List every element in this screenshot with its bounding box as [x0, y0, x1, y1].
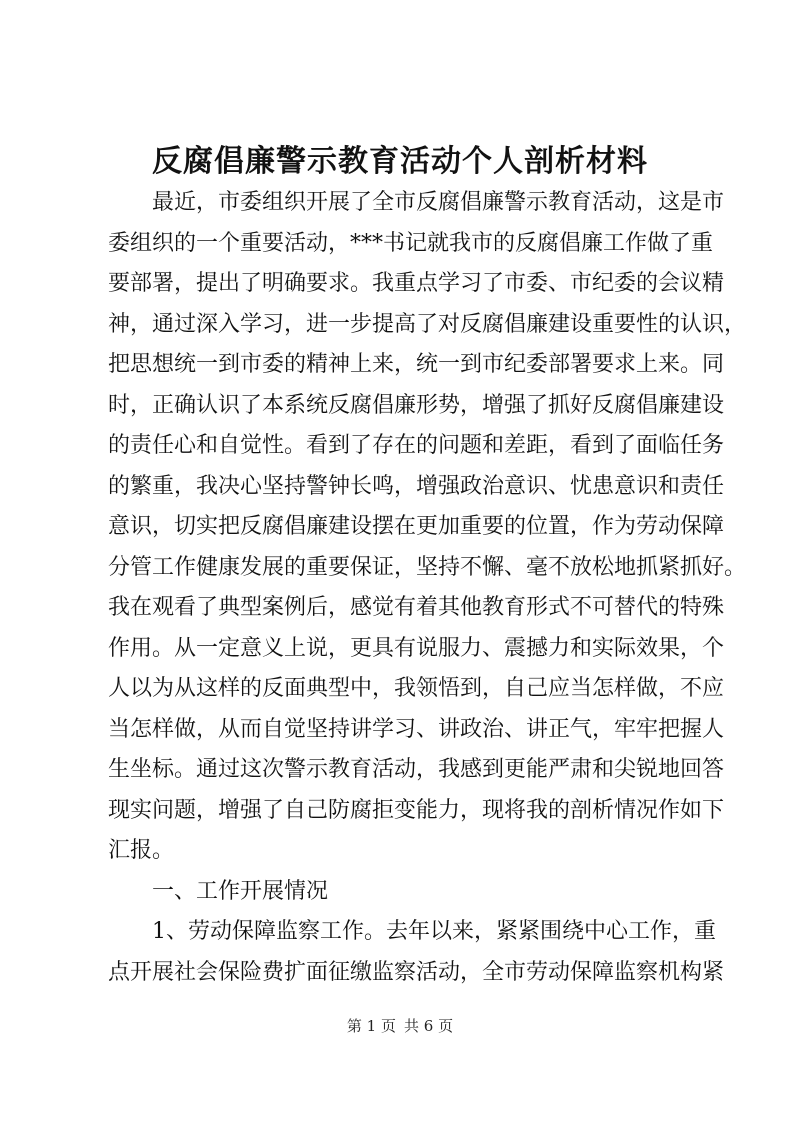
paragraph-line: 神，通过深入学习，进一步提高了对反腐倡廉建设重要性的认识，: [108, 311, 747, 337]
paragraph-line: 作用。从一定意义上说，更具有说服力、震撼力和实际效果，个: [108, 635, 725, 661]
paragraph-line: 点开展社会保险费扩面征缴监察活动，全市劳动保障监察机构紧: [108, 959, 725, 985]
paragraph-line: 生坐标。通过这次警示教育活动，我感到更能严肃和尖锐地回答: [108, 757, 725, 782]
paragraph-line: 委组织的一个重要活动，***书记就我市的反腐倡廉工作做了重: [108, 230, 714, 256]
document-body: [108, 183, 747, 993]
paragraph-line: 最近，市委组织开展了全市反腐倡廉警示教育活动，这是市: [152, 190, 725, 215]
paragraph-line: 当怎样做，从而自觉坚持讲学习、讲政治、讲正气，牢牢把握人: [108, 716, 725, 742]
section-heading: 一、工作开展情况: [152, 878, 329, 904]
page-number: 第 1 页: [346, 1017, 396, 1035]
paragraph-line: 时，正确认识了本系统反腐倡廉形势，增强了抓好反腐倡廉建设: [108, 392, 725, 418]
page-footer: [0, 1014, 800, 1038]
paragraph-line: 汇报。: [108, 838, 175, 863]
paragraph-line: 的繁重，我决心坚持警钟长鸣，增强政治意识、忧患意识和责任: [108, 473, 725, 499]
paragraph-line: 我在观看了典型案例后，感觉有着其他教育形式不可替代的特殊: [108, 595, 725, 620]
page-total: 共 6 页: [404, 1017, 454, 1035]
paragraph-line: 的责任心和自觉性。看到了存在的问题和差距，看到了面临任务: [108, 433, 725, 458]
paragraph-line: 要部署，提出了明确要求。我重点学习了市委、市纪委的会议精: [108, 271, 725, 296]
paragraph-line: 把思想统一到市委的精神上来，统一到市纪委部署要求上来。同: [108, 352, 725, 377]
paragraph-line: 人以为从这样的反面典型中，我领悟到，自己应当怎样做，不应: [108, 676, 725, 701]
paragraph-line: 分管工作健康发展的重要保证，坚持不懈、毫不放松地抓紧抓好。: [108, 554, 747, 580]
paragraph-line: 现实问题，增强了自己防腐拒变能力，现将我的剖析情况作如下: [108, 797, 725, 823]
paragraph-line: 1、劳动保障监察工作。去年以来，紧紧围绕中心工作，重: [152, 919, 716, 944]
document-title: 反腐倡廉警示教育活动个人剖析材料: [152, 144, 648, 179]
paragraph-line: 意识，切实把反腐倡廉建设摆在更加重要的位置，作为劳动保障: [108, 514, 725, 539]
